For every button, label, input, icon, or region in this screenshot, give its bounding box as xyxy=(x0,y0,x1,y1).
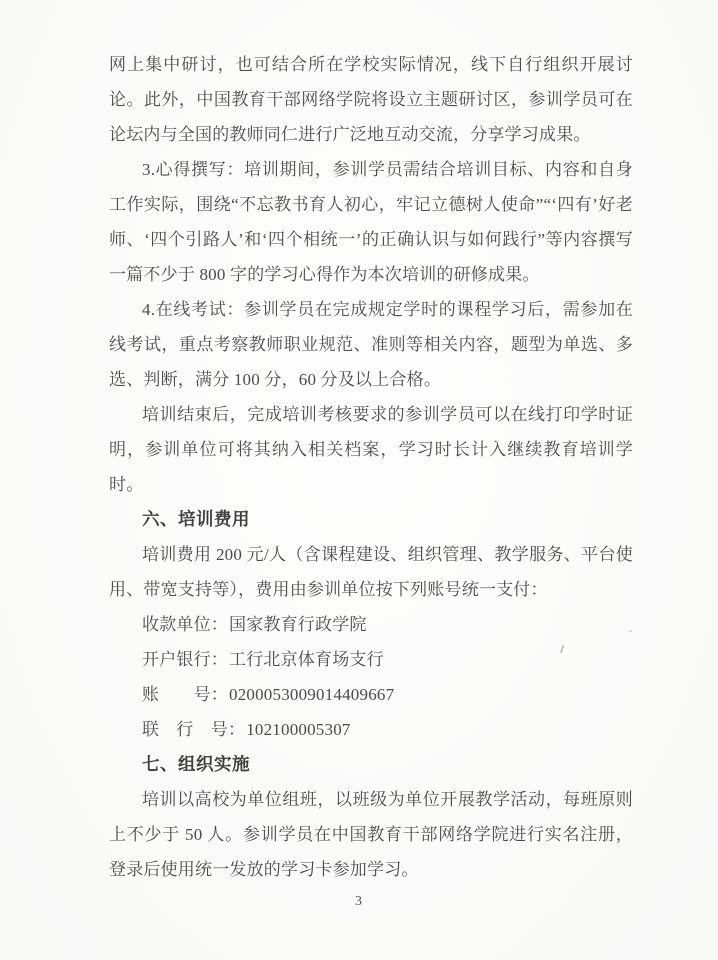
paragraph-online-exam: 4.在线考试：参训学员在完成规定学时的课程学习后，需参加在线考试，重点考察教师职业规范、准则等相关内容，题型为单选、多选、判断，满分 100 分，60 分及以上合格。 xyxy=(109,300,633,389)
section-heading-training-fee: 六、培训费用 xyxy=(142,509,250,529)
payment-field-cnaps-number xyxy=(109,712,633,747)
page-number: 3 xyxy=(355,894,363,909)
paragraph-certificate: 培训结束后，完成培训考核要求的参训学员可以在线打印学时证明，参训单位可将其纳入相关档案，学习时长计入继续教育培训学时。 xyxy=(109,405,633,494)
payment-field-bank xyxy=(109,642,633,677)
paragraph-xinde-writing: 3.心得撰写：培训期间，参训学员需结合培训目标、内容和自身工作实际，围绕“不忘教书育人初心，牢记立德树人使命”“‘四有’好老师、‘四个引路人’和‘四个相统一’的正确认识与如何践行”等内容撰写一篇不少于 800 字的学习心得作为本次培训的研修成果。 xyxy=(109,160,633,284)
payment-field-value: 国家教育行政学院 xyxy=(229,615,367,634)
payment-field-label: 账 号： xyxy=(142,685,228,704)
payment-field-label: 联 行 号： xyxy=(142,720,246,739)
paragraph-fee-detail: 培训费用 200 元/人（含课程建设、组织管理、教学服务、平台使用、带宽支持等），费用由参训单位按下列账号统一支付： xyxy=(109,545,633,599)
payment-field-label: 开户银行： xyxy=(142,650,228,669)
paragraph-discussion-continuation: 网上集中研讨，也可结合所在学校实际情况，线下自行组织开展讨论。此外，中国教育干部网络学院将设立主题研讨区，参训学员可在论坛内与全国的教师同仁进行广泛地互动交流，分享学习成果。 xyxy=(109,55,633,144)
payment-field-label: 收款单位： xyxy=(142,615,228,634)
payment-field-payee xyxy=(109,607,633,642)
section-heading-organization: 七、组织实施 xyxy=(142,754,250,774)
payment-field-account-number xyxy=(109,677,633,712)
payment-field-value: 102100005307 xyxy=(246,720,351,739)
payment-field-value: 0200053009014409667 xyxy=(229,685,395,704)
payment-field-value: 工行北京体育场支行 xyxy=(229,650,384,669)
page-body xyxy=(109,47,633,887)
scan-speck xyxy=(629,630,632,632)
paragraph-organization: 培训以高校为单位组班，以班级为单位开展教学活动，每班原则上不少于 50 人。参训学员在中国教育干部网络学院进行实名注册，登录后使用统一发放的学习卡参加学习。 xyxy=(109,790,633,879)
